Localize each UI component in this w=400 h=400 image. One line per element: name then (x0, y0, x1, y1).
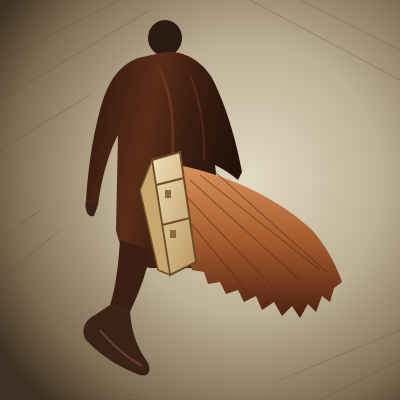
head (148, 20, 182, 56)
suitcase-latch (165, 190, 171, 198)
suitcase-latch (170, 230, 176, 238)
